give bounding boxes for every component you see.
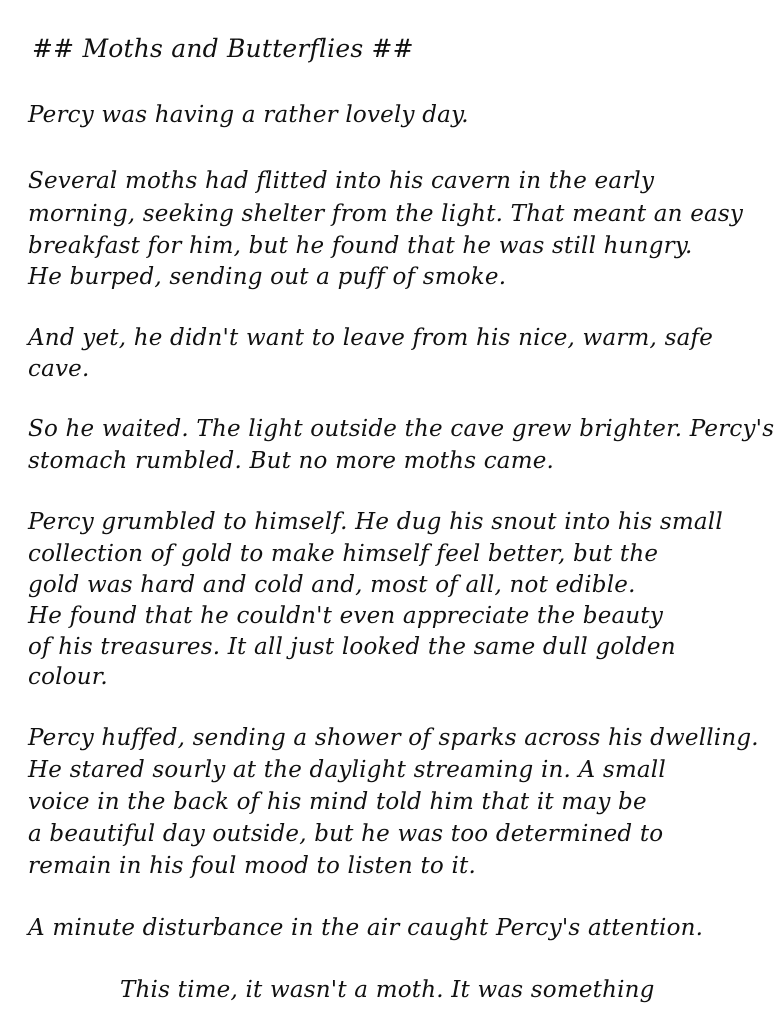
- page-title: ## Moths and Butterflies ##: [32, 34, 414, 63]
- paragraph-3-line-2: cave.: [28, 356, 90, 382]
- paragraph-2-line-2: morning, seeking shelter from the light. That meant an easy: [28, 201, 744, 227]
- paragraph-5-line-5: of his treasures. It all just looked the same dull golden: [28, 634, 676, 660]
- paragraph-5-line-6: colour.: [28, 664, 108, 690]
- paragraph-6-line-3: voice in the back of his mind told him that it may be: [28, 789, 647, 815]
- paragraph-4-line-2: stomach rumbled. But no more moths came.: [28, 448, 555, 474]
- paragraph-4-line-1: So he waited. The light outside the cave grew brighter. Percy's: [28, 416, 775, 442]
- paragraph-6-line-2: He stared sourly at the daylight streaming in. A small: [28, 757, 666, 783]
- paragraph-5-line-4: He found that he couldn't even appreciate the beauty: [28, 603, 664, 629]
- paragraph-2-line-3: breakfast for him, but he found that he was still hungry.: [28, 233, 693, 259]
- paragraph-7-line-1: A minute disturbance in the air caught Percy's attention.: [28, 915, 704, 941]
- paragraph-3-line-1: And yet, he didn't want to leave from his nice, warm, safe: [28, 325, 714, 351]
- paragraph-6-line-1: Percy huffed, sending a shower of sparks across his dwelling.: [28, 725, 759, 751]
- paragraph-5-line-2: collection of gold to make himself feel better, but the: [28, 541, 659, 567]
- paragraph-2-line-4: He burped, sending out a puff of smoke.: [28, 264, 507, 290]
- paragraph-8-line-1: This time, it wasn't a moth. It was something: [120, 977, 655, 1003]
- paragraph-1-line-1: Percy was having a rather lovely day.: [28, 102, 469, 128]
- paragraph-6-line-4: a beautiful day outside, but he was too determined to: [28, 821, 664, 847]
- paragraph-5-line-3: gold was hard and cold and, most of all, not edible.: [28, 572, 636, 598]
- paragraph-6-line-5: remain in his foul mood to listen to it.: [28, 853, 476, 879]
- paragraph-2-line-1: Several moths had flitted into his cavern in the early: [28, 168, 655, 194]
- paragraph-5-line-1: Percy grumbled to himself. He dug his snout into his small: [28, 509, 723, 535]
